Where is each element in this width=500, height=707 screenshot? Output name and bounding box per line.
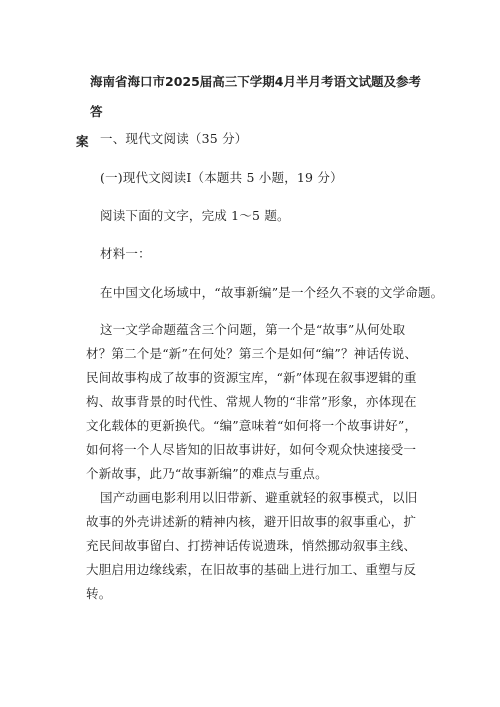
- subsection-heading: (一)现代文阅读Ⅰ（本题共 5 小题，19 分）: [100, 170, 343, 185]
- paragraph-3: 国产动画电影利用以旧带新、避重就轻的叙事模式，以旧故事的外壳讲述新的精神内核，避开旧故事的叙事重心，扩充民间故事留白、打捞神话传说遗珠，悄然挪动叙事主线、大胆启用边缘线索，在旧故事的基础上进行加工、重塑与反转。: [86, 490, 418, 601]
- document-title-line-1: 海南省海口市2025届高三下学期4月半月考语文试题及参考答: [90, 74, 421, 119]
- paragraph-2: 这一文学命题蕴含三个问题，第一个是“故事”从何处取材？第二个是“新”在何处？第三个是如何“编”？神话传说、民间故事构成了故事的资源宝库，“新”体现在叙事逻辑的重构、故事背景的时代性、常规人物的“非常”形象，亦体现在文化载体的更新换代。“编”意味着“如何将一个故事讲好”，如何将一个人尽皆知的旧故事讲好，如何令观众快速接受一个新故事，此乃“故事新编”的难点与重点。: [86, 322, 418, 481]
- material-label: 材料一：: [100, 246, 151, 261]
- paragraph-1: 在中国文化场域中，“故事新编”是一个经久不衰的文学命题。: [100, 285, 444, 300]
- document-title-line-2: 案: [76, 134, 89, 149]
- section-heading: 一、现代文阅读（35 分）: [100, 131, 248, 146]
- instruction-text: 阅读下面的文字，完成 1～5 题。: [100, 208, 290, 223]
